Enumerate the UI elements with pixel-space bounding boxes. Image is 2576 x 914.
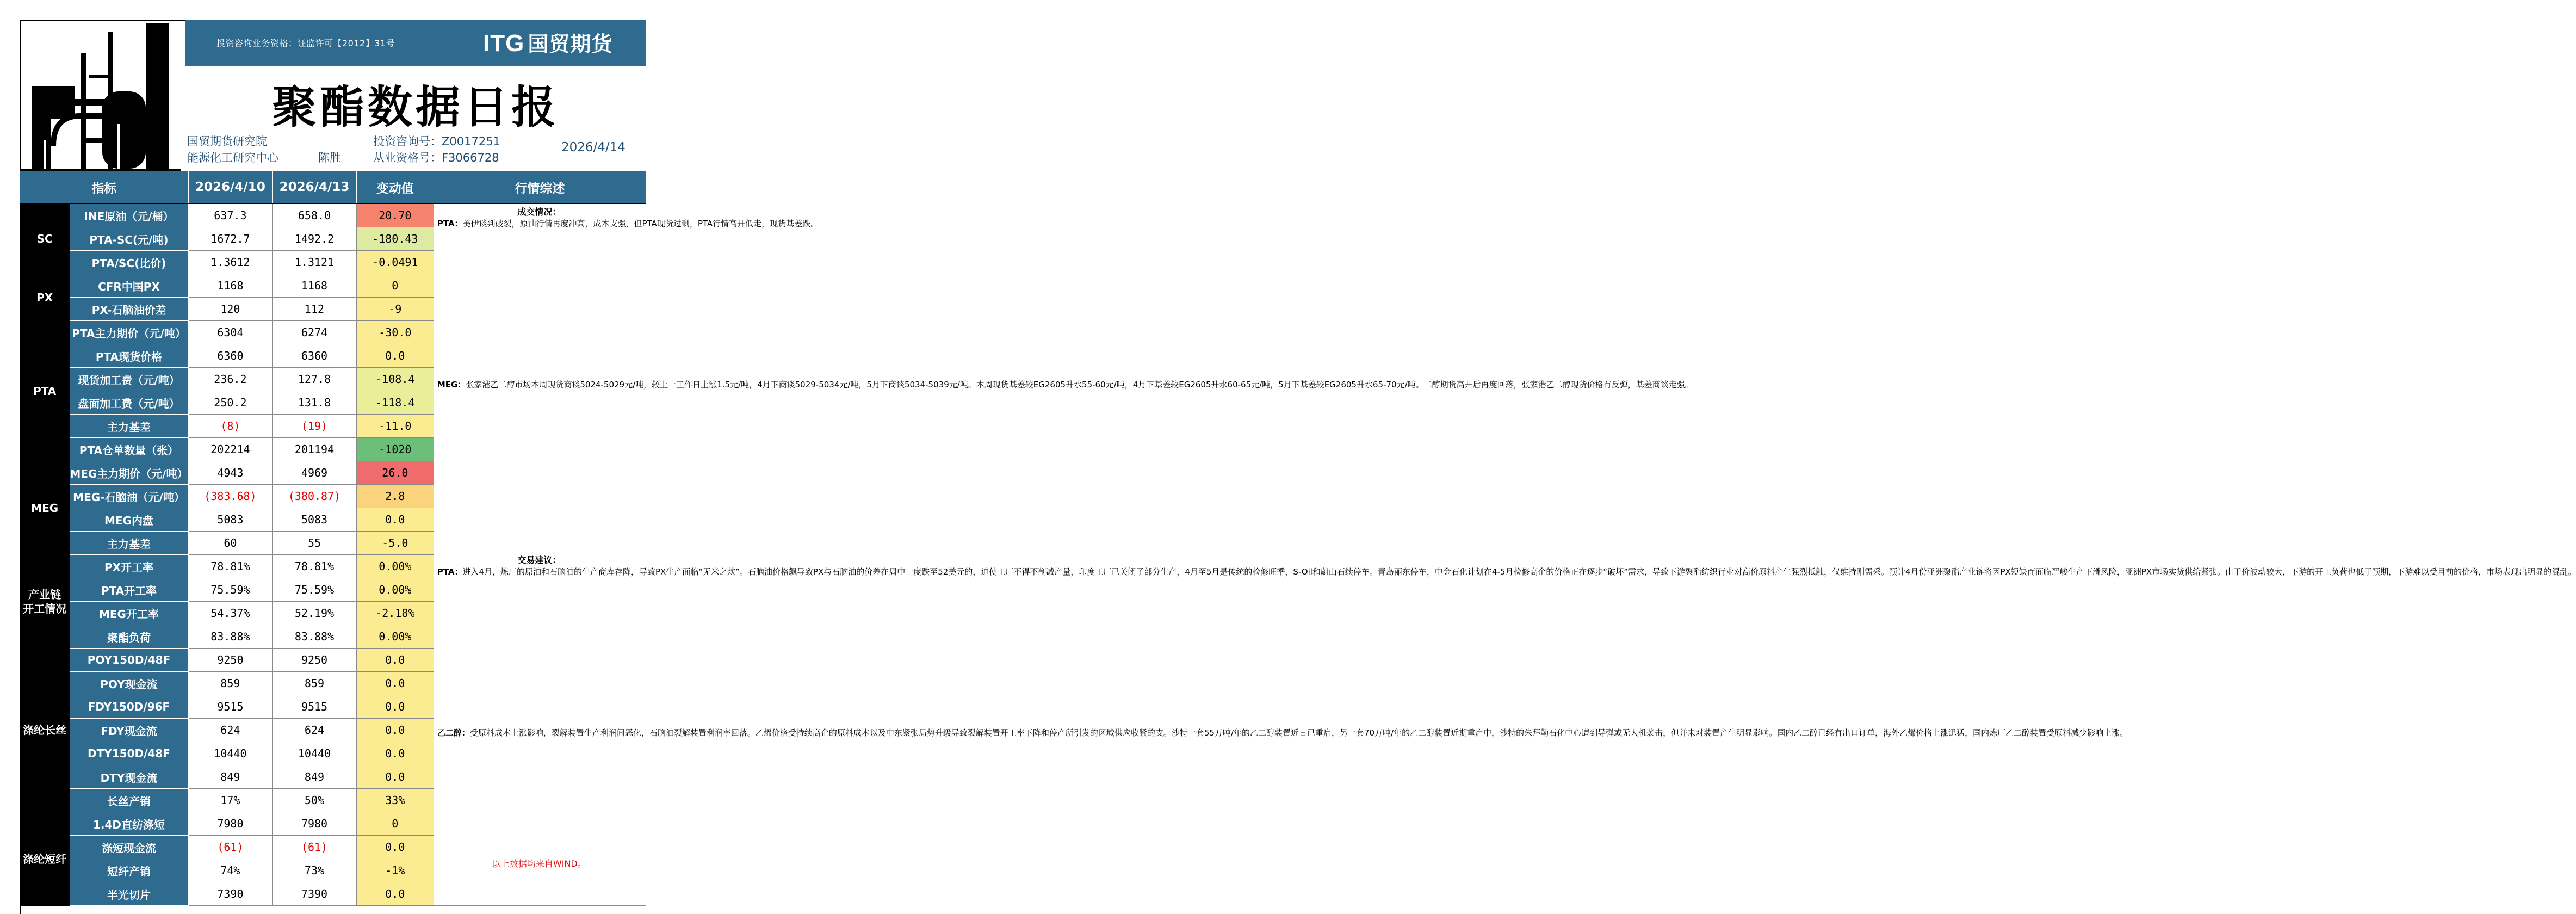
indicator-name: PTA-SC(元/吨) xyxy=(70,227,188,251)
change-value: -9 xyxy=(356,298,434,321)
advisory-number: 投资咨询号：Z0017251 xyxy=(373,135,500,148)
value-date-1: 1168 xyxy=(188,274,273,298)
value-date-1: 9515 xyxy=(188,695,273,719)
value-date-1: 624 xyxy=(188,719,273,742)
value-date-1: (61) xyxy=(188,836,273,859)
value-date-1: 7980 xyxy=(188,812,273,836)
indicator-name: MEG主力期价（元/吨） xyxy=(70,461,188,485)
value-date-2: 75.59% xyxy=(273,578,357,602)
value-date-1: 78.81% xyxy=(188,555,273,578)
table-header-row xyxy=(20,171,646,204)
value-date-2: 201194 xyxy=(273,438,357,461)
value-date-2: 624 xyxy=(273,719,357,742)
value-date-2: 131.8 xyxy=(273,391,357,415)
change-value: -108.4 xyxy=(356,368,434,391)
summary-cell xyxy=(434,203,2576,906)
value-date-1: 859 xyxy=(188,672,273,695)
company-logo xyxy=(21,21,181,171)
change-value: -0.0491 xyxy=(356,251,434,274)
indicator-name: FDY现金流 xyxy=(70,719,188,742)
summary-eg-text xyxy=(437,727,2128,739)
table-row xyxy=(20,203,646,227)
summary-meg-block xyxy=(437,379,1693,391)
brand-cn: 国贸期货 xyxy=(528,32,613,56)
summary-pta2-text xyxy=(437,566,2576,578)
value-date-1: 54.37% xyxy=(188,602,273,625)
header-change: 变动值 xyxy=(356,171,434,204)
value-date-1: 17% xyxy=(188,789,273,812)
value-date-2: 55 xyxy=(273,532,357,555)
value-date-1: 6360 xyxy=(188,344,273,368)
indicator-name: 长丝产销 xyxy=(70,789,188,812)
group-label: 产业链 开工情况 xyxy=(20,555,70,649)
group-label: PX xyxy=(20,274,70,321)
group-label: 涤纶长丝 xyxy=(20,649,70,812)
change-value: 0.0 xyxy=(356,836,434,859)
value-date-1: 60 xyxy=(188,532,273,555)
value-date-1: 1.3612 xyxy=(188,251,273,274)
value-date-2: 849 xyxy=(273,765,357,789)
analyst-name: 陈胜 xyxy=(318,151,341,164)
value-date-2: 658.0 xyxy=(273,203,357,227)
value-date-2: 1492.2 xyxy=(273,227,357,251)
value-date-1: 74% xyxy=(188,859,273,882)
change-value: 0.0 xyxy=(356,649,434,672)
value-date-2: (61) xyxy=(273,836,357,859)
indicator-name: MEG内盘 xyxy=(70,508,188,532)
change-value: 0.0 xyxy=(356,882,434,906)
value-date-2: 83.88% xyxy=(273,625,357,649)
change-value: -118.4 xyxy=(356,391,434,415)
change-value: -30.0 xyxy=(356,321,434,344)
value-date-2: 1.3121 xyxy=(273,251,357,274)
value-date-2: 1168 xyxy=(273,274,357,298)
summary-eg-block xyxy=(437,727,2128,739)
value-date-2: 9515 xyxy=(273,695,357,719)
change-value: -1020 xyxy=(356,438,434,461)
license-text: 投资咨询业务资格：证监许可【2012】31号 xyxy=(216,38,395,48)
change-value: 0 xyxy=(356,812,434,836)
org-name: 国贸期货研究院 xyxy=(187,135,267,148)
header-indicator: 指标 xyxy=(20,171,189,204)
indicator-name: 半光切片 xyxy=(70,882,188,906)
value-date-1: 1672.7 xyxy=(188,227,273,251)
group-label: SC xyxy=(20,203,70,274)
indicator-name: PTA开工率 xyxy=(70,578,188,602)
summary-meg-body: 张家港乙二醇市场本周现货商谈5024-5029元/吨，较上一工作日上涨1.5元/吨，4月下商谈5029-5034元/吨，5月下商谈5034-5039元/吨。本周现货基差较EG2605升水55-60元/吨，4月下基差较EG2605升水60-65元/吨，5月下基差较EG2605升水65-70元/吨。二醇期货高开后再度回落，张家港乙二醇现货价格有反弹，基差商谈走强。 xyxy=(466,380,1693,390)
value-date-1: (8) xyxy=(188,415,273,438)
value-date-2: 7980 xyxy=(273,812,357,836)
indicator-name: POY150D/48F xyxy=(70,649,188,672)
indicator-name: 主力基差 xyxy=(70,532,188,555)
value-date-1: 75.59% xyxy=(188,578,273,602)
group-label: PTA xyxy=(20,321,70,461)
change-value: 0.0 xyxy=(356,672,434,695)
value-date-2: 859 xyxy=(273,672,357,695)
value-date-1: 10440 xyxy=(188,742,273,765)
practice-number: 从业资格号：F3066728 xyxy=(373,151,499,164)
indicator-name: PTA仓单数量（张） xyxy=(70,438,188,461)
change-value: -5.0 xyxy=(356,532,434,555)
summary-advice-block xyxy=(437,554,2576,578)
indicator-name: PTA主力期价（元/吨） xyxy=(70,321,188,344)
data-source-note: 以上数据均来自WIND。 xyxy=(492,859,586,869)
change-value: -11.0 xyxy=(356,415,434,438)
change-value: -1% xyxy=(356,859,434,882)
refinery-logo-icon xyxy=(21,21,181,171)
indicator-name: MEG-石脑油（元/吨） xyxy=(70,485,188,508)
summary-pta2-body: 进入4月，炼厂的原油和石脑油的生产商库存降，导致PX生产面临“无米之炊”。石脑油价格飙导致PX与石脑油的价差在周中一度跌至52美元的，迫使工厂不得不削减产量，印度工厂已关闭了部分生产，4月至5月是传统的检修旺季，S-Oil和蔚山石续停车。青岛丽东停车，中金石化计划在4-5月检修高企的价格正在逐步“破坏”需求，导致下游聚酯纺织行业对高价原料产生强烈抵触，仅维持刚需采。预计4月份亚洲聚酯产业链将因PX短缺而面临严峻生产下滑风险，亚洲PX市场实货供给紧张。由于价波动较大，下游的开工负荷也低于预期，下游难以受目前的价格，市场表现出明显的混乱。 xyxy=(462,567,2576,577)
summary-pta2-label: PTA： xyxy=(437,567,463,577)
change-value: 0.00% xyxy=(356,578,434,602)
summary-pta-label: PTA： xyxy=(437,219,463,228)
value-date-1: 250.2 xyxy=(188,391,273,415)
value-date-2: 73% xyxy=(273,859,357,882)
summary-trade-heading: 成交情况： xyxy=(517,207,561,217)
indicator-name: PTA现货价格 xyxy=(70,344,188,368)
indicator-name: DTY150D/48F xyxy=(70,742,188,765)
summary-eg-body: 受原料成本上涨影响，裂解装置生产利润间恶化，石脑油裂解装置利润率回落。乙烯价格受持续高企的原料成本以及中东紧张局势升级导致裂解装置开工率下降和停产所引发的区域供应收紧的支。沙特一套55万吨/年的乙二醇装置近日已重启，另一套70万吨/年的乙二醇装置近期重启中，沙特的朱拜勒石化中心遭到导弹或无人机袭击，但并未对装置产生明显影响。国内乙二醇已经有出口订单，海外乙烯价格上涨迅猛，国内炼厂乙二醇装置受原料减少影响上涨。 xyxy=(469,728,2128,738)
change-value: 20.70 xyxy=(356,203,434,227)
value-date-1: 120 xyxy=(188,298,273,321)
header-summary: 行情综述 xyxy=(434,171,646,204)
indicator-name: 1.4D直纺涤短 xyxy=(70,812,188,836)
summary-advice-heading: 交易建议： xyxy=(517,555,561,565)
brand-itg: ITG xyxy=(483,30,525,57)
data-table xyxy=(20,171,2576,906)
value-date-1: 7390 xyxy=(188,882,273,906)
indicator-name: PX-石脑油价差 xyxy=(70,298,188,321)
indicator-name: POY现金流 xyxy=(70,672,188,695)
indicator-name: PX开工率 xyxy=(70,555,188,578)
value-date-1: 9250 xyxy=(188,649,273,672)
value-date-1: 849 xyxy=(188,765,273,789)
value-date-1: 6304 xyxy=(188,321,273,344)
indicator-name: 短纤产销 xyxy=(70,859,188,882)
change-value: -180.43 xyxy=(356,227,434,251)
value-date-1: 637.3 xyxy=(188,203,273,227)
dept-name: 能源化工研究中心 xyxy=(187,151,278,164)
indicator-name: 盘面加工费（元/吨） xyxy=(70,391,188,415)
value-date-2: 9250 xyxy=(273,649,357,672)
indicator-name: 主力基差 xyxy=(70,415,188,438)
value-date-2: (380.87) xyxy=(273,485,357,508)
summary-pta-text xyxy=(437,218,819,230)
summary-pta-body: 美伊谈判破裂，原油行情再度冲高，成本支强，但PTA现货过剩，PTA行情高开低走，现货基差跌。 xyxy=(462,219,819,228)
indicator-name: FDY150D/96F xyxy=(70,695,188,719)
change-value: 0.0 xyxy=(356,719,434,742)
indicator-name: CFR中国PX xyxy=(70,274,188,298)
group-label: 涤纶短纤 xyxy=(20,812,70,906)
indicator-name: PTA/SC(比价) xyxy=(70,251,188,274)
value-date-2: 4969 xyxy=(273,461,357,485)
value-date-2: (19) xyxy=(273,415,357,438)
value-date-2: 52.19% xyxy=(273,602,357,625)
value-date-2: 127.8 xyxy=(273,368,357,391)
value-date-2: 50% xyxy=(273,789,357,812)
value-date-2: 6360 xyxy=(273,344,357,368)
indicator-name: 聚酯负荷 xyxy=(70,625,188,649)
value-date-1: 4943 xyxy=(188,461,273,485)
change-value: 2.8 xyxy=(356,485,434,508)
value-date-2: 112 xyxy=(273,298,357,321)
value-date-1: 83.88% xyxy=(188,625,273,649)
page-title: 聚酯数据日报 xyxy=(271,82,559,133)
change-value: -2.18% xyxy=(356,602,434,625)
summary-meg-text xyxy=(437,379,1693,391)
change-value: 0.0 xyxy=(356,508,434,532)
change-value: 33% xyxy=(356,789,434,812)
change-value: 0.0 xyxy=(356,344,434,368)
change-value: 0 xyxy=(356,274,434,298)
indicator-name: 涤短现金流 xyxy=(70,836,188,859)
indicator-name: 现货加工费（元/吨） xyxy=(70,368,188,391)
indicator-name: DTY现金流 xyxy=(70,765,188,789)
report-date: 2026/4/14 xyxy=(561,140,626,155)
value-date-2: 6274 xyxy=(273,321,357,344)
value-date-1: 236.2 xyxy=(188,368,273,391)
value-date-2: 5083 xyxy=(273,508,357,532)
change-value: 0.00% xyxy=(356,625,434,649)
value-date-2: 78.81% xyxy=(273,555,357,578)
header-date-1: 2026/4/10 xyxy=(188,171,273,204)
group-label: MEG xyxy=(20,461,70,555)
change-value: 0.0 xyxy=(356,765,434,789)
value-date-1: (383.68) xyxy=(188,485,273,508)
indicator-name: INE原油（元/桶） xyxy=(70,203,188,227)
change-value: 0.00% xyxy=(356,555,434,578)
value-date-1: 5083 xyxy=(188,508,273,532)
change-value: 0.0 xyxy=(356,695,434,719)
summary-eg-label: 乙二醇： xyxy=(437,728,470,738)
value-date-2: 10440 xyxy=(273,742,357,765)
value-date-2: 7390 xyxy=(273,882,357,906)
value-date-1: 202214 xyxy=(188,438,273,461)
summary-meg-label: MEG： xyxy=(437,380,466,390)
indicator-name: MEG开工率 xyxy=(70,602,188,625)
change-value: 26.0 xyxy=(356,461,434,485)
header-date-2: 2026/4/13 xyxy=(273,171,357,204)
change-value: 0.0 xyxy=(356,742,434,765)
summary-trade-block xyxy=(437,206,819,230)
brand-logo xyxy=(483,27,612,57)
